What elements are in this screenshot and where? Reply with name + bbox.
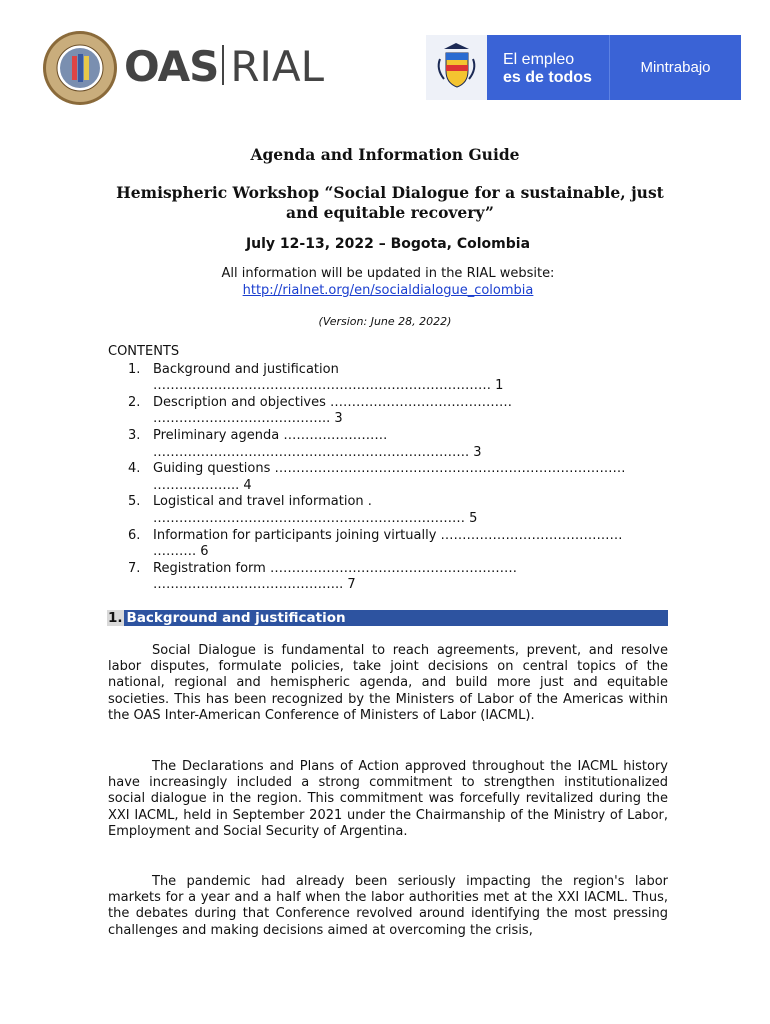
toc-leader: ……………….. 4: [153, 477, 252, 493]
toc-number: 6.: [128, 527, 141, 543]
section-title: Background and justification: [126, 610, 346, 626]
section-number: 1.: [108, 610, 123, 626]
slogan-block: [487, 35, 609, 100]
toc-leader: ………………………………………………………………. 3: [153, 444, 482, 460]
toc-item-virtual-participants[interactable]: [108, 528, 688, 561]
toc-leader: …………………………………….. 7: [153, 577, 356, 593]
toc-label: Logistical and travel information: [153, 494, 364, 510]
colombia-crest: [426, 35, 487, 100]
toc-label: Description and objectives: [153, 394, 326, 410]
toc-item-agenda[interactable]: [108, 428, 688, 461]
toc-number: 5.: [128, 494, 141, 510]
oas-seal-logo: [42, 30, 118, 106]
toc-leader: ………. 6: [153, 544, 209, 560]
mintrabajo-banner: [426, 35, 740, 100]
toc-leader: ……………………………………………………………… 5: [153, 510, 478, 526]
toc-label: Preliminary agenda: [153, 427, 280, 443]
toc-label: Information for participants joining virtually: [153, 527, 437, 543]
toc-label-suffix: ……………………………………: [325, 394, 513, 410]
rial-website-link[interactable]: http://rialnet.org/en/socialdialogue_colombia: [242, 283, 534, 298]
toc-label: Guiding questions: [153, 461, 271, 477]
ministry-name: Mintrabajo: [609, 35, 741, 100]
oas-logo-text: OAS: [124, 42, 219, 91]
section-heading-background: [107, 610, 668, 626]
info-line: All information will be updated in the RIAL website:: [221, 266, 555, 281]
toc-label-suffix: ………………………………………………………………………: [270, 461, 626, 477]
toc-label: Registration form: [153, 560, 266, 576]
toc-item-guiding-questions[interactable]: [108, 461, 688, 494]
toc-number: 2.: [128, 394, 141, 410]
toc-label-suffix: ……………………………………: [436, 527, 623, 543]
toc-number: 3.: [128, 427, 141, 443]
rial-logo-text: RIAL: [230, 42, 325, 91]
toc-item-registration[interactable]: [108, 561, 688, 594]
info-block: [0, 265, 770, 299]
slogan-line-2: es de todos: [503, 69, 592, 86]
toc-item-background[interactable]: [108, 362, 688, 395]
toc-leader: …………………………………………………………………… 1: [153, 378, 504, 394]
toc-number: 4.: [128, 461, 141, 477]
oas-rial-logo: [124, 42, 324, 91]
toc-label: Background and justification: [153, 361, 339, 377]
event-date: July 12-13, 2022 – Bogota, Colombia: [245, 236, 531, 252]
contents-heading: CONTENTS: [108, 344, 180, 359]
coat-of-arms-icon: [426, 35, 487, 100]
toc-label-suffix: ……………………: [279, 427, 388, 443]
toc-leader: ………………………………….. 3: [153, 411, 343, 427]
toc-label-suffix: …………………………………………………: [265, 560, 517, 576]
toc-label-suffix: .: [363, 494, 372, 510]
slogan-line-1: El empleo: [503, 51, 575, 68]
table-of-contents: [108, 344, 688, 594]
toc-number: 7.: [128, 560, 141, 576]
workshop-title: Hemispheric Workshop “Social Dialogue for a sustainable, just and equitable recovery”: [116, 183, 664, 222]
paragraph-3: The pandemic had already been seriously impacting the region's labor markets for a year and a half when the labor authorities met at the XXI IACML. Thus, the debates during that Conference revolved around identifying the most pressing challenges and making decisions aimed at overcoming the crisis,: [108, 874, 668, 938]
toc-number: 1.: [128, 361, 141, 377]
page-header: [0, 0, 770, 110]
toc-item-logistics[interactable]: [108, 494, 688, 527]
logo-separator: [222, 45, 224, 85]
document-title: Agenda and Information Guide: [250, 145, 520, 164]
paragraph-2: The Declarations and Plans of Action approved throughout the IACML history have increasingly included a strong commitment to strengthen institutionalized social dialogue in the region. This commitment was forcefully revitalized during the XXI IACML, held in September 2021 under the Chairmanship of the Ministry of Labor, Employment and Social Security of Argentina.: [108, 759, 668, 839]
toc-item-description[interactable]: [108, 395, 688, 428]
paragraph-1: Social Dialogue is fundamental to reach agreements, prevent, and resolve labor disputes, formulate policies, take joint decisions on central topics of the national, regional and hemispheric agenda, and build more just and equitable societies. This has been recognized by the Ministers of Labor of the Americas within the OAS Inter-American Conference of Ministers of Labor (IACML).: [108, 643, 668, 723]
version-note: (Version: June 28, 2022): [318, 315, 452, 328]
